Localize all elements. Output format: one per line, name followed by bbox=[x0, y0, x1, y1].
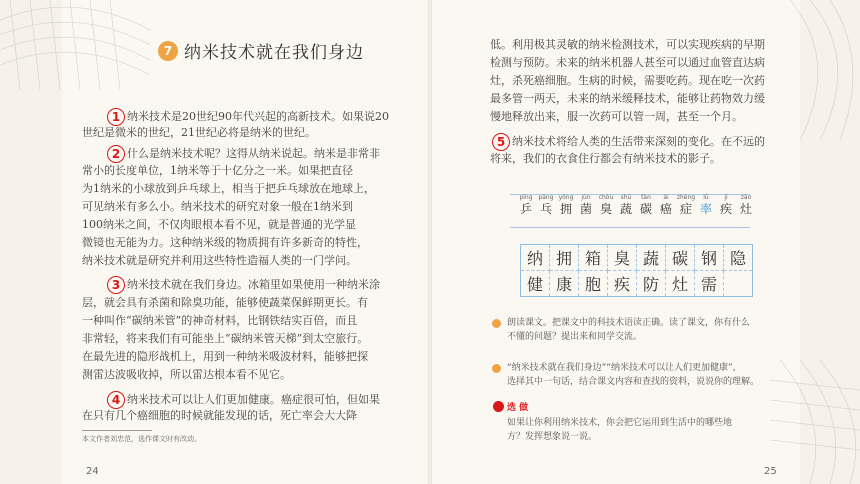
writing-grid-cell: 箱 bbox=[579, 245, 608, 271]
paragraph-line: 世纪是微米的世纪，21世纪必将是纳米的世纪。 bbox=[82, 126, 316, 139]
vocab-item bbox=[736, 194, 756, 216]
optional-task-label: 选 做 bbox=[507, 403, 529, 413]
exercise-2 bbox=[507, 361, 797, 389]
vocab-character: 臭 bbox=[599, 202, 612, 216]
paragraph-2-first bbox=[127, 146, 407, 162]
vocab-item bbox=[656, 194, 676, 216]
exercise-line: “纳米技术就在我们身边”“纳米技术可以让人们更加健康”， bbox=[507, 363, 742, 373]
exercise-1 bbox=[507, 316, 797, 344]
writing-grid-cell: 胞 bbox=[579, 271, 608, 296]
paragraph-1-cont bbox=[82, 125, 402, 141]
vocab-pinyin: yōng bbox=[558, 194, 574, 201]
footnote-divider bbox=[82, 430, 152, 431]
vocab-pinyin: shū bbox=[620, 194, 632, 201]
vocab-item bbox=[696, 194, 716, 216]
vocab-character: 拥 bbox=[559, 202, 572, 216]
paragraph-1 bbox=[127, 109, 407, 125]
paragraph-3 bbox=[82, 294, 402, 384]
vocab-item bbox=[576, 194, 596, 216]
vocab-character: 灶 bbox=[739, 202, 752, 216]
writing-grid-cell: 拥 bbox=[550, 245, 579, 271]
paragraph-line: 为1纳米的小球放到乒乓球上，相当于把乒乓球放在地球上， bbox=[82, 182, 375, 195]
vocab-pinyin: zhèng bbox=[676, 194, 696, 201]
exercise-line: 朗读课文。把课文中的科技术语读正确。读了课文，你有什么 bbox=[507, 318, 751, 328]
right-paragraph-1 bbox=[490, 36, 780, 126]
vocab-character: 癌 bbox=[659, 202, 672, 216]
vocab-pinyin: jūn bbox=[581, 194, 591, 201]
vocab-item bbox=[536, 194, 556, 216]
paragraph-line: 在最先进的隐形战机上，用到一种纳米吸波材料，能够把探 bbox=[82, 350, 368, 363]
vocab-item bbox=[676, 194, 696, 216]
paragraph-line: 纳米技术将给人类的生活带来深刻的变化。在不远的 bbox=[512, 135, 765, 148]
page-number-right: 25 bbox=[764, 466, 777, 477]
paragraph-line: 可见纳米有多么小。纳米技术的研究对象一般在1纳米到 bbox=[82, 200, 353, 213]
writing-grid-row bbox=[521, 245, 752, 271]
vocab-row bbox=[516, 194, 756, 216]
paragraph-4 bbox=[82, 408, 402, 424]
paragraph-line: 微镜也无能为力。这种纳米级的物质拥有许多新奇的特性， bbox=[82, 236, 368, 249]
writing-grid-cell: 纳 bbox=[521, 245, 550, 271]
vocab-pinyin: jí bbox=[724, 194, 728, 201]
vocab-item bbox=[716, 194, 736, 216]
vocab-pinyin: chòu bbox=[598, 194, 614, 201]
writing-grid-cell: 防 bbox=[637, 271, 666, 296]
vocab-character: 碳 bbox=[639, 202, 652, 216]
paragraph-marker-4: 4 bbox=[107, 391, 125, 409]
exercise-line: 方？发挥想象说一说。 bbox=[507, 432, 598, 442]
vocab-item bbox=[616, 194, 636, 216]
vocab-character: 症 bbox=[679, 202, 692, 216]
vocab-item bbox=[516, 194, 536, 216]
vocab-pinyin: pīng bbox=[519, 194, 533, 201]
writing-grid-cell: 康 bbox=[550, 271, 579, 296]
writing-grid-cell: 健 bbox=[521, 271, 550, 296]
writing-grid-cell: 臭 bbox=[608, 245, 637, 271]
paragraph-line: 纳米技术是20世纪90年代兴起的高新技术。如果说20 bbox=[127, 110, 389, 123]
nanotube-decoration-left bbox=[0, 0, 150, 90]
paragraph-marker-5: 5 bbox=[492, 133, 510, 151]
paragraph-marker-3: 3 bbox=[107, 276, 125, 294]
paragraph-marker-1: 1 bbox=[107, 108, 125, 126]
vocab-character: 菌 bbox=[579, 202, 592, 216]
writing-grid-cell: 蔬 bbox=[637, 245, 666, 271]
lesson-number-badge: 7 bbox=[158, 41, 178, 61]
writing-grid-cell: 隐 bbox=[724, 245, 752, 271]
optional-task bbox=[507, 416, 797, 444]
exercise-line: 选择其中一句话，结合课文内容和查找的资料，说说你的理解。 bbox=[507, 377, 760, 387]
paragraph-line: 低。利用极其灵敏的纳米检测技术，可以实现疾病的早期 bbox=[490, 38, 765, 51]
writing-grid-cell: 碳 bbox=[666, 245, 695, 271]
vocab-pinyin: lǜ bbox=[703, 194, 709, 201]
paragraph-line: 慢地释放出来，服一次药可以管一周，甚至一个月。 bbox=[490, 110, 743, 123]
vocab-character: 乓 bbox=[539, 202, 552, 216]
optional-task-header bbox=[493, 400, 528, 413]
writing-grid-row bbox=[521, 271, 752, 296]
page-number-left: 24 bbox=[86, 466, 99, 477]
vocab-item bbox=[596, 194, 616, 216]
vocab-item bbox=[556, 194, 576, 216]
paragraph-line: 100纳米之间，不仅肉眼根本看不见，就是普通的光学显 bbox=[82, 218, 356, 231]
paragraph-line: 一种叫作“碳纳米管”的神奇材料，比钢铁结实百倍，而且 bbox=[82, 314, 358, 327]
paragraph-line: 纳米技术就在我们身边。冰箱里如果使用一种纳米涂 bbox=[127, 278, 380, 291]
vocab-character: 疾 bbox=[719, 202, 732, 216]
paragraph-line: 纳米技术可以让人们更加健康。癌症很可怕，但如果 bbox=[127, 393, 380, 406]
vocab-pinyin: zào bbox=[740, 194, 752, 201]
paragraph-line: 测雷达波吸收掉，所以雷达根本看不见它。 bbox=[82, 368, 291, 381]
vocab-pinyin: tàn bbox=[641, 194, 651, 201]
paragraph-line: 非常轻，将来我们有可能坐上“碳纳米管天梯”到太空旅行。 bbox=[82, 332, 369, 345]
paragraph-marker-2: 2 bbox=[107, 145, 125, 163]
writing-grid-cell: 需 bbox=[695, 271, 724, 296]
right-paragraph-2 bbox=[490, 151, 780, 167]
writing-grid-cell: 灶 bbox=[666, 271, 695, 296]
paragraph-line: 灶，杀死癌细胞。生病的时候，需要吃药。现在吃一次药 bbox=[490, 74, 765, 87]
exercise-line: 不懂的问题？提出来和同学交流。 bbox=[507, 332, 643, 342]
exercise-icon-2 bbox=[492, 364, 501, 373]
paragraph-2 bbox=[82, 162, 402, 270]
vocab-character: 率 bbox=[699, 202, 712, 216]
writing-grid bbox=[520, 244, 753, 297]
vocab-pinyin: ái bbox=[663, 194, 669, 201]
paragraph-4-first bbox=[127, 392, 407, 408]
paragraph-line: 在只有几个癌细胞的时候就能发现的话，死亡率会大大降 bbox=[82, 409, 357, 422]
paragraph-line: 检测与预防。未来的纳米机器人甚至可以通过血管直达病 bbox=[490, 56, 765, 69]
paragraph-line: 将来，我们的衣食住行都会有纳米技术的影子。 bbox=[490, 152, 721, 165]
vocab-character: 蔬 bbox=[619, 202, 632, 216]
paragraph-line: 什么是纳米技术呢？这得从纳米说起。纳米是非常非 bbox=[127, 147, 380, 160]
vocab-item bbox=[636, 194, 656, 216]
vocab-character: 乒 bbox=[519, 202, 532, 216]
footnote: 本文作者刘忠范，选作课文时有改动。 bbox=[82, 435, 201, 443]
paragraph-line: 常小的长度单位，1纳米等于十亿分之一米。如果把直径 bbox=[82, 164, 353, 177]
vocab-pinyin: pāng bbox=[538, 194, 554, 201]
writing-grid-cell: 疾 bbox=[608, 271, 637, 296]
exercise-line: 如果让你利用纳米技术，你会把它运用到生活中的哪些地 bbox=[507, 418, 733, 428]
lesson-title-row bbox=[158, 38, 364, 63]
optional-badge-icon bbox=[493, 401, 504, 412]
nanotube-decoration-right bbox=[770, 0, 860, 484]
lesson-title: 纳米技术就在我们身边 bbox=[184, 43, 364, 63]
writing-grid-cell: 钢 bbox=[695, 245, 724, 271]
paragraph-line: 纳米技术就是研究并利用这些特性造福人类的一门学问。 bbox=[82, 254, 357, 267]
paragraph-line: 最多管一两天，未来的纳米缓释技术，能够让药物效力缓 bbox=[490, 92, 765, 105]
exercise-icon-1 bbox=[492, 319, 501, 328]
paragraph-line: 层，就会具有杀菌和除臭功能，能够使蔬菜保鲜期更长。有 bbox=[82, 296, 368, 309]
writing-grid-cell bbox=[724, 271, 752, 296]
book-gutter bbox=[428, 0, 432, 484]
paragraph-3-first bbox=[127, 277, 407, 293]
right-paragraph-2-first bbox=[512, 134, 782, 150]
